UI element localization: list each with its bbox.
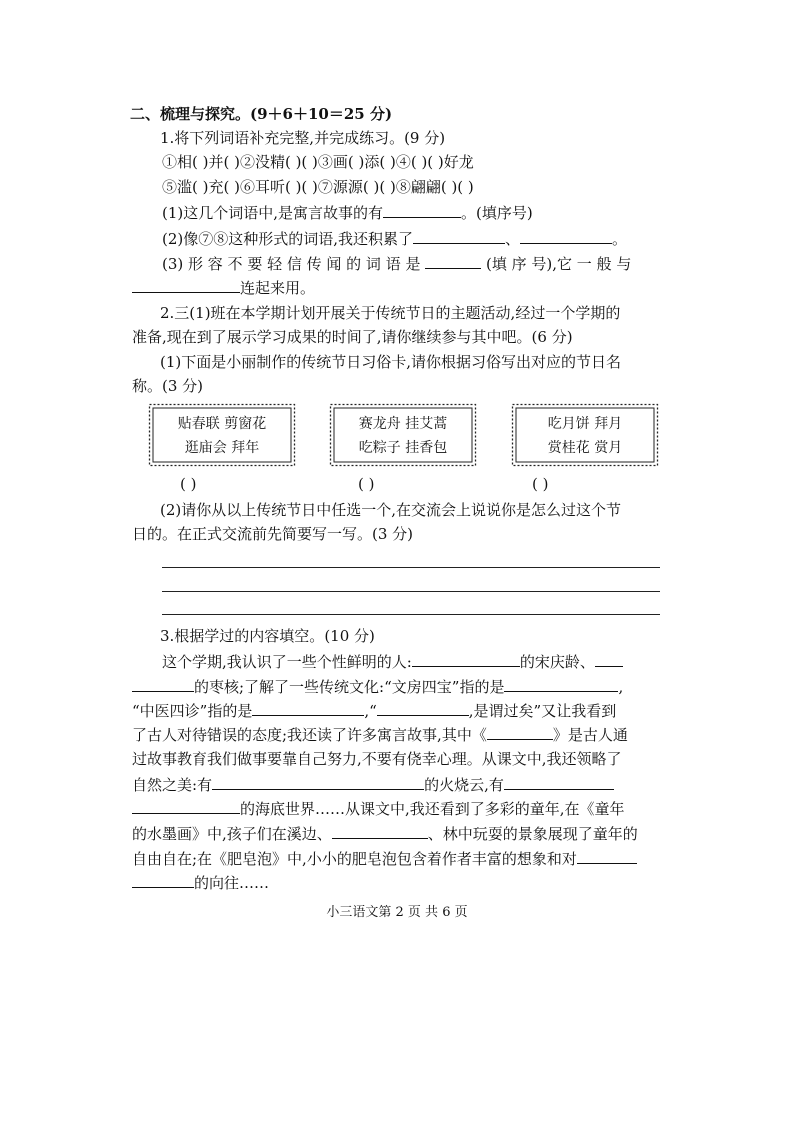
q3-line4-text: 了古人对待错误的态度;我还读了许多寓言故事,其中《 [132,726,487,744]
q1-sub3-tail: 连起来用。 [240,279,316,297]
q3-line8-text: 的水墨画》中,孩子们在溪边、 [132,825,332,843]
q3-blank-9[interactable] [332,823,428,839]
q3-line10-text: 的向往…… [194,874,270,892]
q1-words-line2: ⑤滥( )充( )⑥耳听( )( )⑦源源( )( )⑧翩翩( )( ) [162,178,474,196]
page-footer: 小三语文第 2 页 共 6 页 [326,905,468,920]
q3-line5: 过故事教育我们做事要靠自己努力,不要有侥幸心理。从课文中,我还领略了 [132,750,622,768]
q1-sub2-blank2[interactable] [520,228,612,244]
writing-line-2[interactable] [162,591,660,592]
q3-blank-2a[interactable] [595,651,623,667]
q3-blank-8a[interactable] [504,774,614,790]
q3-line9-text: 自由自在;在《肥皂泡》中,小小的肥皂泡包含着作者丰富的想象和对 [132,850,577,868]
writing-line-3[interactable] [162,614,660,615]
q3-line4-end: 》是古人通 [552,726,628,744]
custom-card-2 [329,403,477,467]
card-1-border [148,403,296,467]
q3-line7-text: 的海底世界……从课文中,我还看到了多彩的童年,在《童年 [240,800,625,818]
q3-blank-10b[interactable] [132,872,194,888]
q3-blank-3[interactable] [504,676,618,692]
q2-stem-line2: 准备,现在到了展示学习成果的时间了,请你继续参与其中吧。(6 分) [132,328,573,346]
q3-line6-mid: 的火烧云,有 [424,776,504,794]
q2-sub2-line2: 日的。在正式交流前先简要写一写。(3 分) [132,525,414,543]
q3-line10 [132,872,269,893]
q1-sub1 [162,202,533,223]
writing-line-1[interactable] [162,567,660,568]
custom-card-1 [148,403,296,467]
q1-sub3-mid: (填 序 号),它 一 般 与 [486,255,632,273]
q1-sub3-blank2[interactable] [132,277,240,293]
card-2-row1: 赛龙舟 挂艾蒿 [358,416,448,432]
q3-blank-8b[interactable] [132,798,240,814]
q3-line1-text: 这个学期,我认识了一些个性鲜明的人: [162,653,412,671]
q3-line3-text: “中医四诊”指的是 [132,702,253,720]
q1-sub2 [162,228,627,249]
card-1-row2: 逛庙会 拜年 [184,440,260,456]
custom-card-3 [511,403,659,467]
q3-line1-mid: 的宋庆龄、 [519,653,595,671]
q1-sub2-text: (2)像⑦⑧这种形式的词语,我还积累了 [162,230,414,248]
q3-line2 [132,676,623,697]
q3-line6-text: 自然之美:有 [132,776,213,794]
q2-sub2-line1: (2)请你从以上传统节日中任选一个,在交流会上说说你是怎么过这个节 [160,501,622,519]
q3-line6 [132,774,614,795]
q3-blank-10a[interactable] [577,848,637,864]
card-3-answer[interactable]: ( ) [532,475,549,493]
q3-line2-text: 的枣核;了解了一些传统文化:“文房四宝”指的是 [194,678,505,696]
q3-line3-mid: ,“ [364,702,377,720]
q3-blank-5[interactable] [377,700,469,716]
q1-stem: 1.将下列词语补充完整,并完成练习。(9 分) [160,129,446,147]
q1-sub2-sep: 、 [505,230,521,248]
q3-line8 [132,823,638,844]
q3-line3-end: ,是谓过矣”又让我看到 [468,702,617,720]
q3-stem: 3.根据学过的内容填空。(10 分) [160,627,375,645]
q1-sub1-tail: 。(填序号) [461,204,533,222]
card-3-row1: 吃月饼 拜月 [547,416,623,432]
q1-sub1-blank[interactable] [383,202,461,218]
card-2-border [329,403,477,467]
q1-sub3 [162,253,631,274]
q3-blank-2b[interactable] [132,676,194,692]
card-2-row2: 吃粽子 挂香包 [358,440,448,456]
q1-sub3-blank[interactable] [425,253,481,269]
q3-line4 [132,724,628,745]
q3-line8-end: 、林中玩耍的景象展现了童年的 [427,825,638,843]
q2-sub1-line2: 称。(3 分) [132,377,204,395]
q1-sub2-blank1[interactable] [413,228,505,244]
card-1-row1: 贴春联 剪窗花 [177,416,267,432]
q3-blank-1[interactable] [412,651,520,667]
card-2-answer[interactable]: ( ) [358,475,375,493]
q3-blank-7[interactable] [212,774,424,790]
q3-blank-6[interactable] [487,724,553,740]
q1-sub1-text: (1)这几个词语中,是寓言故事的有 [162,204,384,222]
q1-sub3-text: (3) 形 容 不 要 轻 信 传 闻 的 词 语 是 [162,255,421,273]
q3-blank-4[interactable] [252,700,364,716]
q3-line7 [132,798,625,819]
q2-stem-line1: 2.三(1)班在本学期计划开展关于传统节日的主题活动,经过一个学期的 [160,304,621,322]
q1-words-line1: ①相( )并( )②没精( )( )③画( )添( )④( )( )好龙 [162,153,474,171]
q3-line1 [162,651,623,672]
card-3-border [511,403,659,467]
card-3-row2: 赏桂花 赏月 [547,440,623,456]
q3-line3 [132,700,616,721]
q1-sub2-end: 。 [612,230,628,248]
q1-sub3-cont [132,277,315,298]
q3-line2-end: , [618,678,624,696]
q3-line9 [132,848,637,869]
q2-sub1-line1: (1)下面是小丽制作的传统节日习俗卡,请你根据习俗写出对应的节日名 [160,353,622,371]
section-heading: 二、梳理与探究。(9＋6＋10＝25 分) [130,105,393,123]
card-1-answer[interactable]: ( ) [180,475,197,493]
